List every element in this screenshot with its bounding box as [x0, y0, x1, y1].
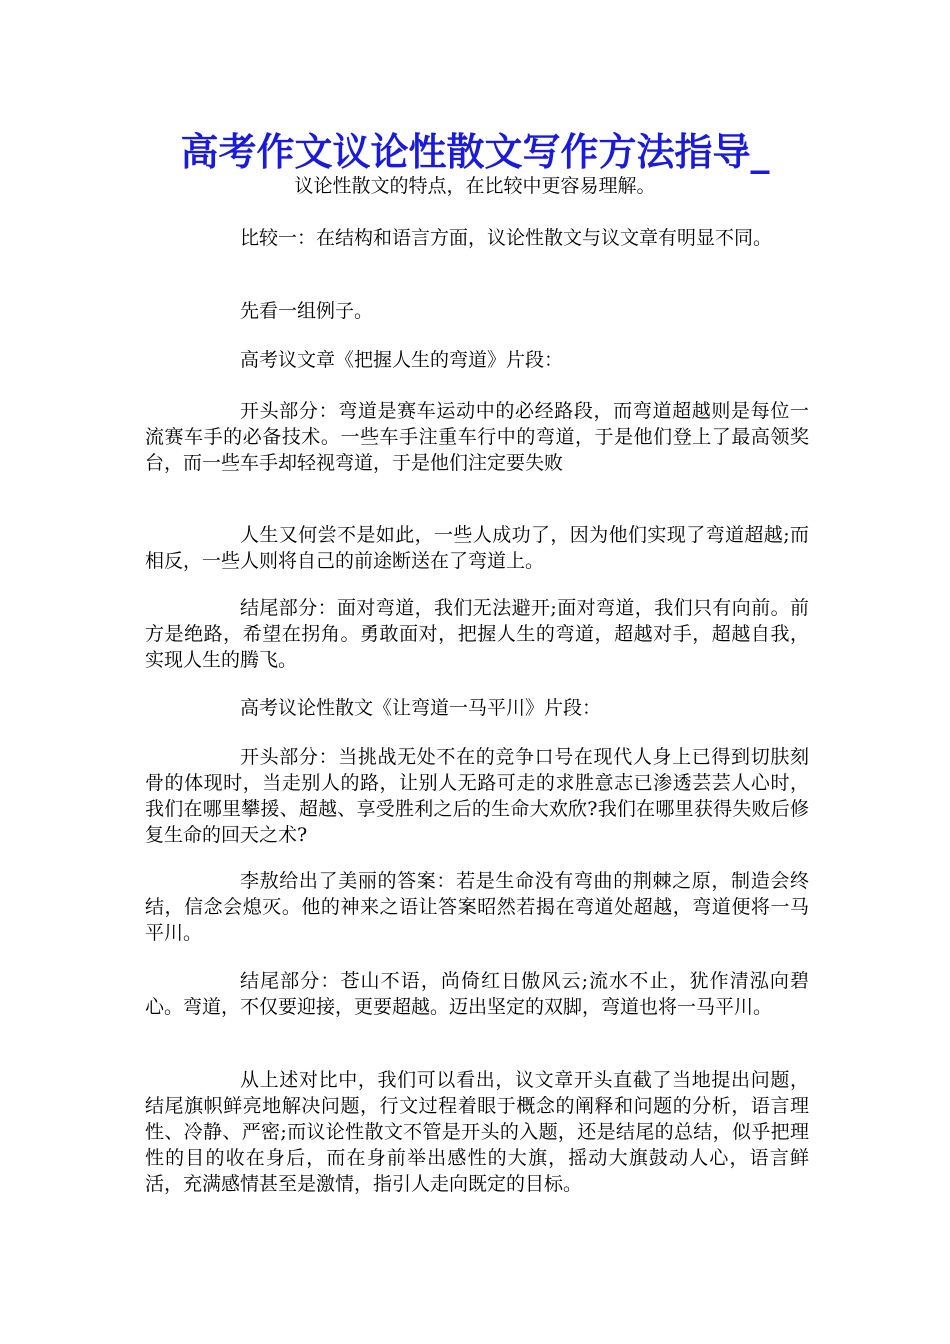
- paragraph-examples-intro: 先看一组例子。: [240, 300, 374, 322]
- document-title: 高考作文议论性散文写作方法指导_: [180, 129, 770, 174]
- paragraph-essay-1-opening: 开头部分：弯道是赛车运动中的必经路段，而弯道超越则是每位一流赛车手的必备技术。一些车手注重车行中的弯道，于是他们登上了最高领奖台，而一些车手却轻视弯道，于是他们注定要失败: [145, 400, 809, 474]
- paragraph-essay-heading-1: 高考议文章《把握人生的弯道》片段：: [240, 349, 564, 371]
- document-subtitle: 议论性散文的特点，在比较中更容易理解。: [294, 175, 656, 197]
- paragraph-essay-1-ending: 结尾部分：面对弯道，我们无法避开;面对弯道，我们只有向前。前方是绝路，希望在拐角。勇敢面对，把握人生的弯道，超越对手，超越自我，实现人生的腾飞。: [145, 597, 809, 671]
- paragraph-essay-2-opening: 开头部分：当挑战无处不在的竞争口号在现代人身上已得到切肤刻骨的体现时，当走别人的路，让别人无路可走的求胜意志已渗透芸芸人心时，我们在哪里攀援、超越、享受胜利之后的生命大欢欣?我们在哪里获得失败后修复生命的回天之术?: [145, 746, 809, 846]
- paragraph-conclusion: 从上述对比中，我们可以看出，议文章开头直截了当地提出问题，结尾旗帜鲜亮地解决问题，行文过程着眼于概念的阐释和问题的分析，语言理性、冷静、严密;而议论性散文不管是开头的入题，还是结尾的总结，似乎把理性的目的收在身后，而在身前举出感性的大旗，摇动大旗鼓动人心，语言鲜活，充满感情甚至是激情，指引人走向既定的目标。: [145, 1069, 809, 1195]
- paragraph-essay-1-body: 人生又何尝不是如此，一些人成功了，因为他们实现了弯道超越;而相反，一些人则将自己的前途断送在了弯道上。: [145, 524, 809, 572]
- paragraph-essay-heading-2: 高考议论性散文《让弯道一马平川》片段：: [240, 697, 602, 719]
- paragraph-essay-2-ending: 结尾部分：苍山不语，尚倚红日傲风云;流水不止，犹作清泓向碧心。弯道，不仅要迎接，更要超越。迈出坚定的双脚，弯道也将一马平川。: [145, 970, 809, 1018]
- paragraph-comparison-one: 比较一：在结构和语言方面，议论性散文与议文章有明显不同。: [240, 227, 773, 249]
- paragraph-essay-2-body: 李敖给出了美丽的答案：若是生命没有弯曲的荆棘之原，制造会终结，信念会熄灭。他的神来之语让答案昭然若揭在弯道处超越，弯道便将一马平川。: [145, 870, 809, 944]
